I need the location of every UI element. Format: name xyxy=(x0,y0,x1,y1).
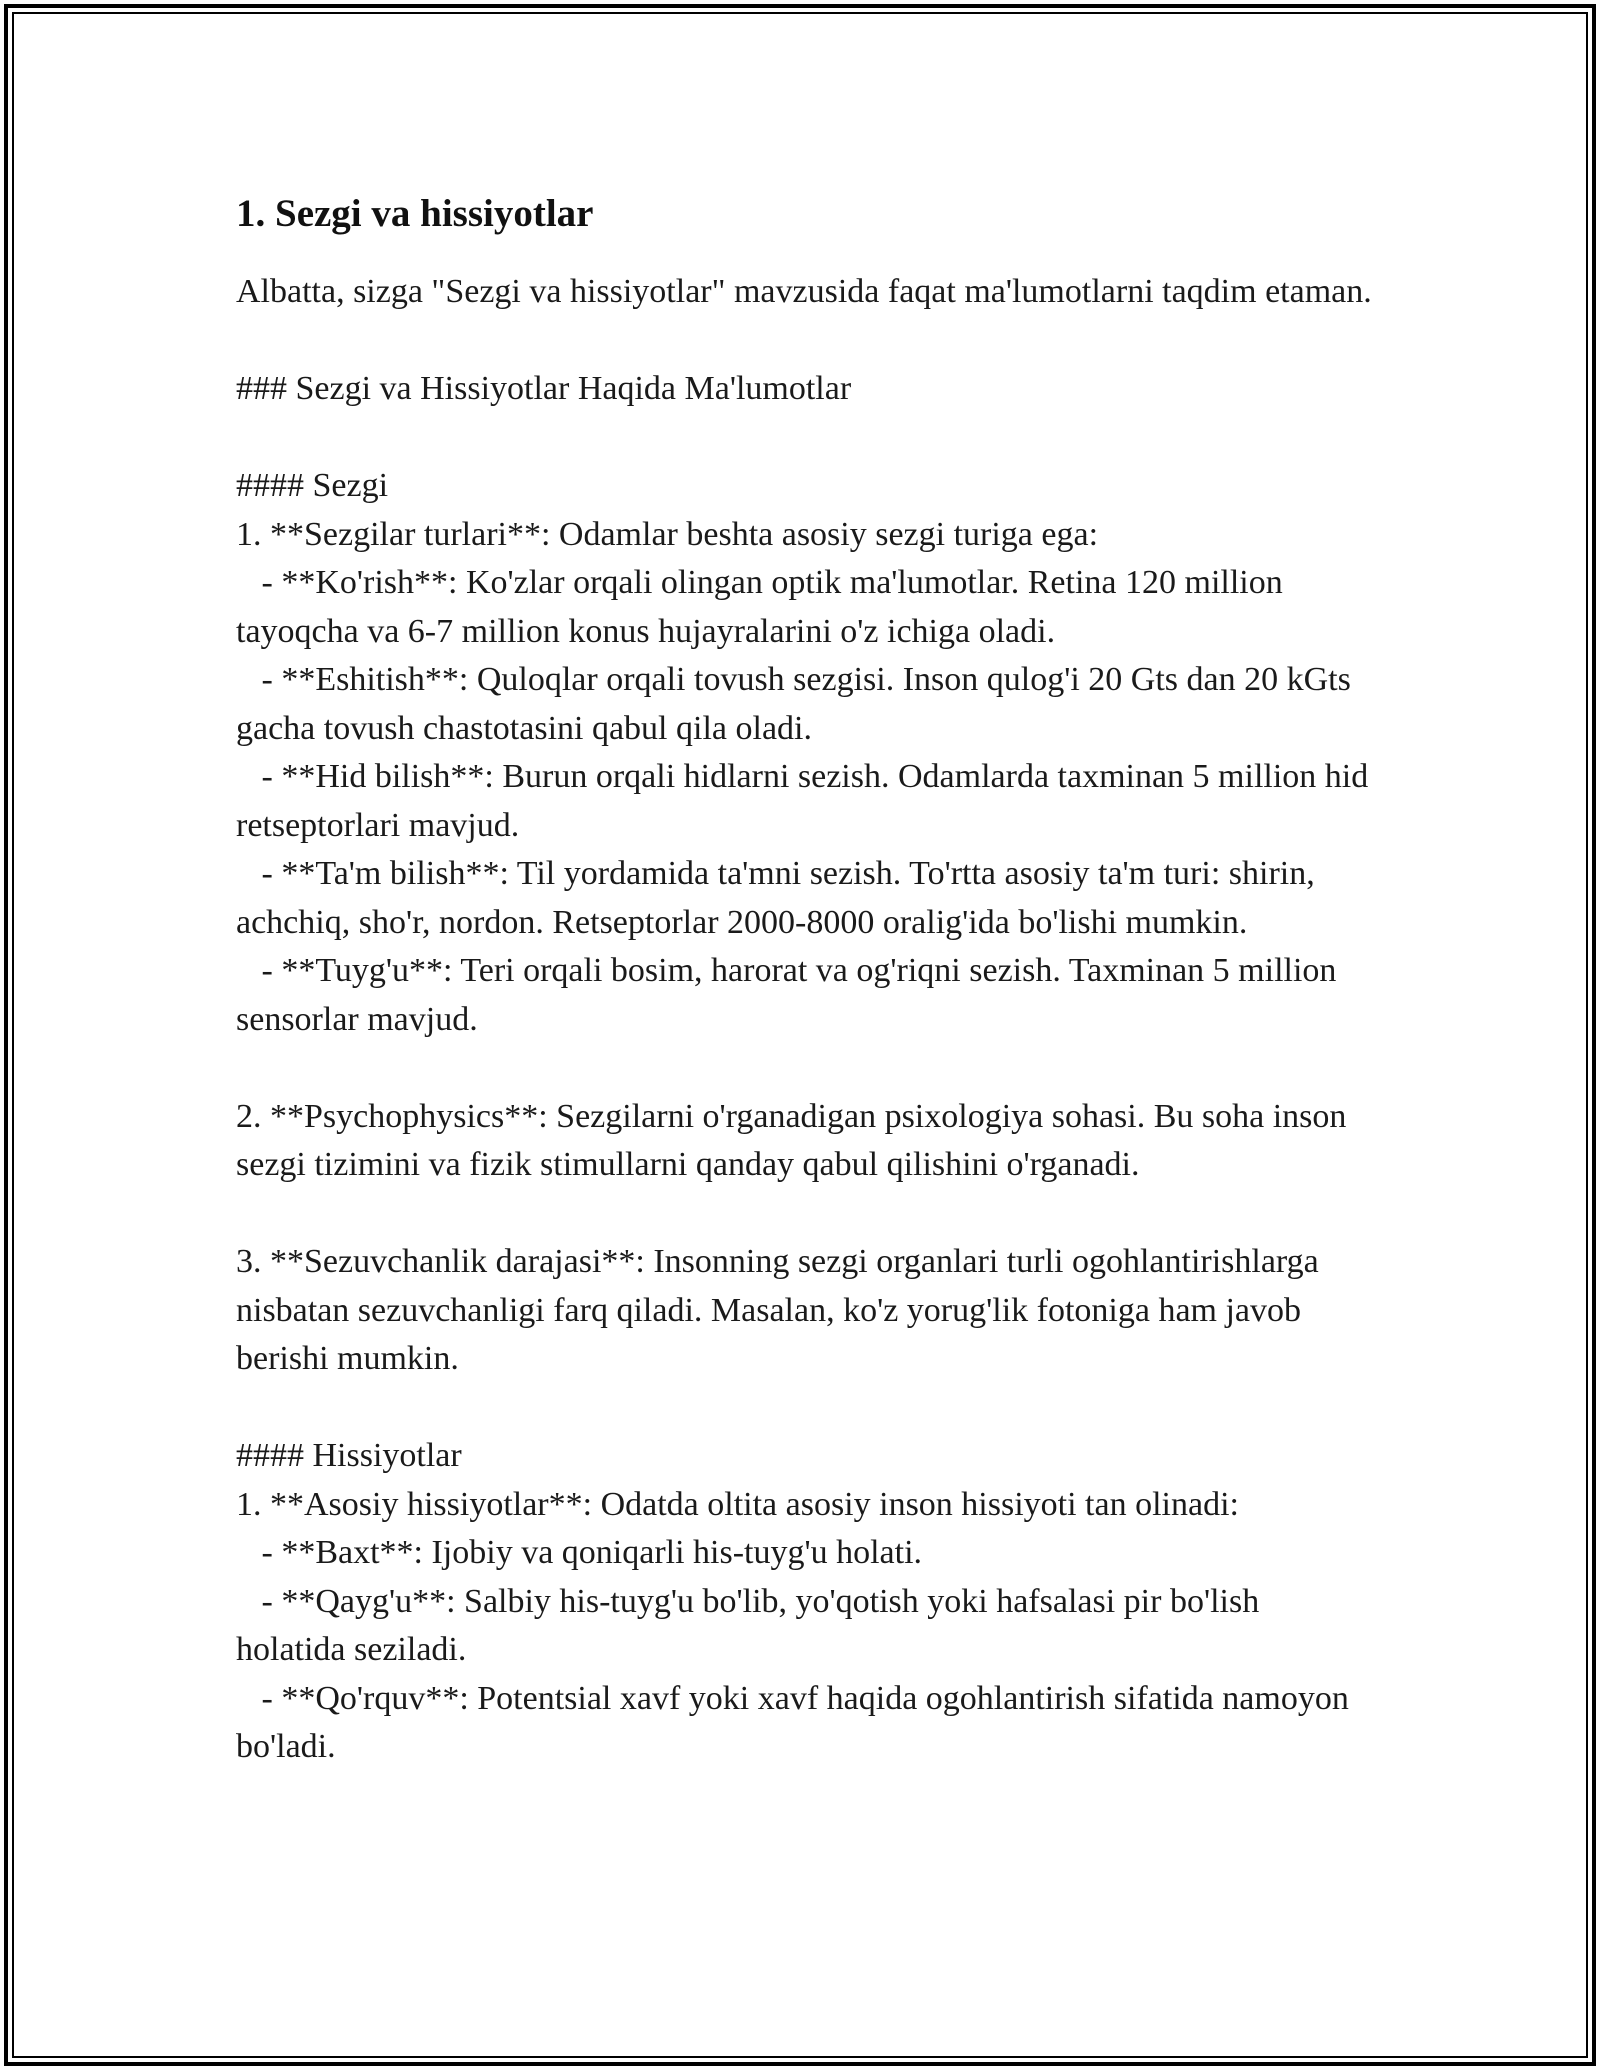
document-title: 1. Sezgi va hissiyotlar xyxy=(236,192,594,235)
document-content xyxy=(236,180,1376,1772)
document-body: Albatta, sizga "Sezgi va hissiyotlar" mavzusida faqat ma'lumotlarni taqdim etaman. ### Sezgi va Hissiyotlar Haqida Ma'lumotlar #### Sezgi 1. **Sezgilar turlari**: Odamlar beshta asosiy sezgi turiga ega: - **Ko'rish**: Ko'zlar orqali olingan optik ma'lumotlar. Retina 120 million tayoqcha va 6-7 million konus hujayralarini o'z ichiga oladi. - **Eshitish**: Quloqlar orqali tovush sezgisi. Inson qulog'i 20 Gts dan 20 kGts gacha tovush chastotasini qabul qila oladi. - **Hid bilish**: Burun orqali hidlarni sezish. Odamlarda taxminan 5 million hid retseptorlari mavjud. - **Ta'm bilish**: Til yordamida ta'mni sezish. To'rtta asosiy ta'm turi: shirin, achchiq, sho'r, nordon. Retseptorlar 2000-8000 oralig'ida bo'lishi mumkin. - **Tuyg'u**: Teri orqali bosim, harorat va og'riqni sezish. Taxminan 5 million sensorlar mavjud. 2. **Psychophysics**: Sezgilarni o'rganadigan psixologiya sohasi. Bu soha inson sezgi tizimini va fizik stimullarni qanday qabul qilishini o'rganadi. 3. **Sezuvchanlik darajasi**: Insonning sezgi organlari turli ogohlantirishlarga nisbatan sezuvchanligi farq qiladi. Masalan, ko'z yorug'lik fotoniga ham javob berishi mumkin. #### Hissiyotlar 1. **Asosiy hissiyotlar**: Odatda oltita asosiy inson hissiyoti tan olinadi: - **Baxt**: Ijobiy va qoniqarli his-tuyg'u holati. - **Qayg'u**: Salbiy his-tuyg'u bo'lib, yo'qotish yoki hafsalasi pir bo'lish holatida seziladi. - **Qo'rquv**: Potentsial xavf yoki xavf haqida ogohlantirish sifatida namoyon bo'ladi. xyxy=(236,273,1372,1765)
